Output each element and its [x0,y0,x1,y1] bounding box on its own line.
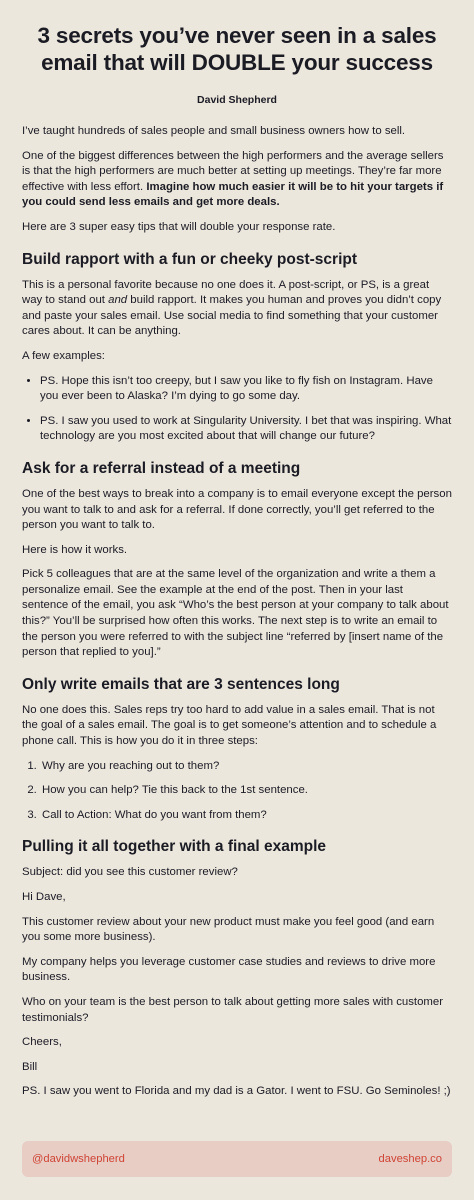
list-item: • PS. Hope this isn’t too creepy, but I saw you like to fly fish on Instagram. Have you ever been to Alaska? I’m dying to go some day. [40,374,452,405]
example-postscript: PS. I saw you went to Florida and my dad is a Gator. I went to FSU. Go Seminoles! ;) [22,1085,451,1098]
intro-paragraph-3: Here are 3 super easy tips that will double your response rate. [22,220,336,233]
rapport-paragraph-2: A few examples: [22,349,105,362]
referral-paragraph-3: Pick 5 colleagues that are at the same level of the organization and write a them a personalize email. See the example at the end of the post. Then in your last sentence of the email, you ask “Who’s the best person at your company to talk about this?” You’ll be surprised how often this works. The next step is to write an email to the person you were referred to with the subject line “referred by [insert name of the person that replied to you].” [22,568,449,659]
example-subject: Subject: did you see this customer review? [22,866,238,879]
author-name: David Shepherd [197,94,277,106]
section-heading-rapport: Build rapport with a fun or cheeky post-script [22,250,358,268]
page-title: 3 secrets you’ve never seen in a sales email that will DOUBLE your success [37,23,437,75]
referral-paragraph-1: One of the best ways to break into a company is to email everyone except the person you want to talk to and ask for a referral. If done correctly, you’ll get referred to the person you want to talk to. [22,487,452,532]
website-link[interactable]: daveshep.co [378,1153,442,1165]
three-sentences-paragraph-1: No one does this. Sales reps try too hard to add value in a sales email. That is not the goal of a sales email. The goal is to get someone’s attention and to schedule a phone call. This is how you do it in three steps: [22,703,437,748]
list-item: 2. How you can help? Tie this back to the 1st sentence. [40,783,452,799]
example-line: This customer review about your new product must make you feel good (and earn you some more business). [22,915,435,944]
list-item: 1. Why are you reaching out to them? [40,759,452,775]
examples-list [22,374,452,445]
example-line: Who on your team is the best person to talk about getting more sales with customer testimonials? [22,995,444,1024]
rapport-text-b: build rapport. It makes you human and proves you didn’t copy and paste your sales email. Use social media to find something that your customer cares about. It can be anything. [22,294,442,338]
example-greeting: Hi Dave, [22,891,66,903]
example-signoff: Cheers, [22,1036,62,1049]
intro-paragraph-2-text: One of the biggest differences between the high performers and the average sellers is that the high performers are much better at setting up meetings. They’re far more effective with less effort. [22,149,444,193]
intro-paragraph-2-bold: Imagine how much easier it will be to hit your targets if you could send less emails and get more deals. [22,180,444,209]
section-heading-three-sentences: Only write emails that are 3 sentences long [22,675,340,693]
intro-paragraph-2 [22,149,452,211]
steps-list [22,759,452,824]
twitter-handle-link[interactable]: @davidwshepherd [32,1153,125,1165]
list-item: • PS. I saw you used to work at Singularity University. I bet that was inspiring. What technology are you most excited about that will change our future? [40,414,452,445]
example-signature: Bill [22,1060,38,1073]
section-heading-referral: Ask for a referral instead of a meeting [22,459,301,477]
rapport-text-a: This is a personal favorite because no one does it. A post-script, or PS, is a great way to stand out [22,278,430,307]
referral-paragraph-2: Here is how it works. [22,543,128,556]
rapport-text-em: and [108,294,128,307]
footer-bar [22,1141,452,1177]
rapport-paragraph-1 [22,278,452,340]
example-line: My company helps you leverage customer case studies and reviews to drive more business. [22,955,436,984]
list-item: 3. Call to Action: What do you want from them? [40,808,452,824]
intro-paragraph-1: I’ve taught hundreds of sales people and small business owners how to sell. [22,125,406,137]
section-heading-final-example: Pulling it all together with a final example [22,838,327,856]
